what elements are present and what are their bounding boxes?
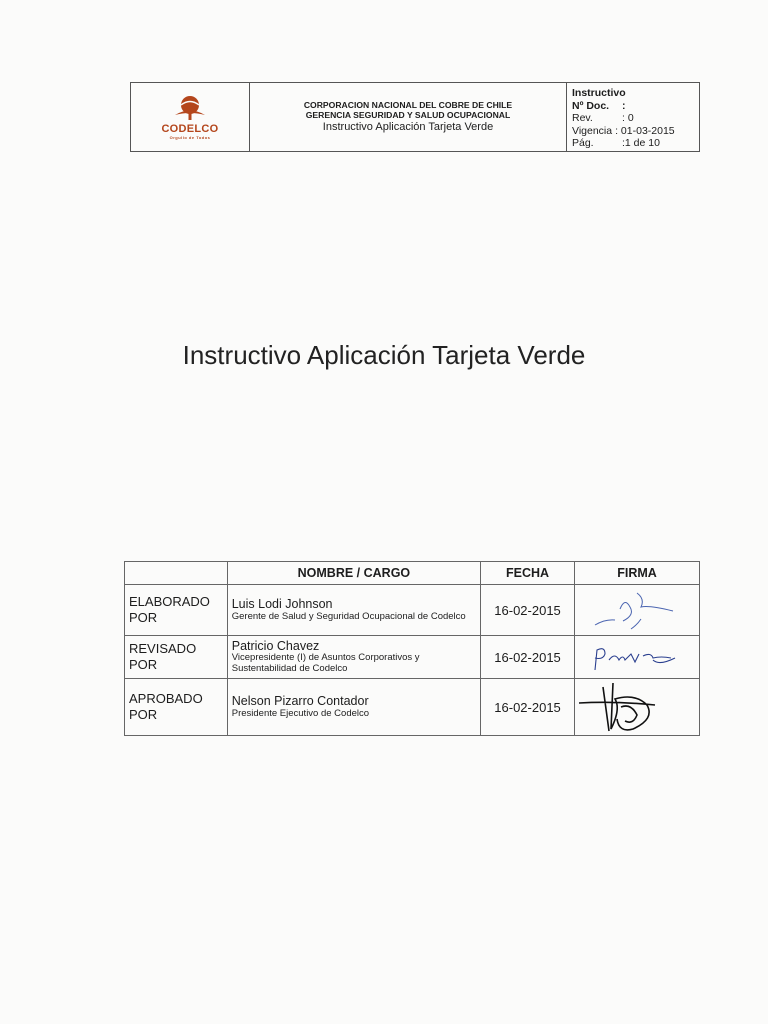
person-name: Luis Lodi Johnson: [231, 597, 333, 612]
signature-image: [575, 679, 697, 735]
meta-doc-label: Nº Doc.: [572, 99, 610, 112]
person-cargo: Gerente de Salud y Seguridad Ocupacional de Codelco: [231, 610, 466, 622]
header-line-corporacion: CORPORACION NACIONAL DEL COBRE DE CHILE: [303, 99, 513, 110]
person-name: Nelson Pizarro Contador: [231, 694, 369, 709]
signature-image: [575, 636, 697, 678]
name-cargo-cell: [227, 636, 480, 679]
codelco-logo-icon: [173, 94, 207, 122]
meta-doc: [572, 100, 695, 113]
meta-vigencia-label: Vigencia: [572, 124, 613, 137]
signature-cell: [575, 636, 700, 679]
col-header-firma: FIRMA: [575, 562, 700, 585]
meta-type: Instructivo: [572, 87, 626, 99]
signature-cell: [575, 585, 700, 636]
col-header-nombre-cargo: NOMBRE / CARGO: [227, 562, 480, 585]
role-cell: APROBADO POR: [125, 679, 228, 736]
person-cargo: Presidente Ejecutivo de Codelco: [231, 707, 370, 719]
person-name: Patricio Chavez: [231, 638, 320, 653]
codelco-logo: [131, 83, 250, 151]
meta-rev-label: Rev.: [572, 112, 593, 125]
document-header: [130, 82, 700, 152]
logo-tagline: Orgullo de Todos: [169, 135, 211, 140]
name-cargo-cell: [227, 679, 480, 736]
date-cell: 16-02-2015: [481, 636, 575, 679]
approval-header-row: [125, 562, 700, 585]
table-row: [125, 636, 700, 679]
person-cargo: Vicepresidente (I) de Asuntos Corporativos y Sustentabilidad de Codelco: [231, 652, 420, 675]
role-cell: REVISADO POR: [125, 636, 228, 679]
meta-pag-label: Pág.: [572, 137, 594, 150]
meta-vigencia-value: : 01-03-2015: [615, 124, 675, 137]
signature-image: [575, 585, 697, 635]
meta-pag: [572, 137, 695, 150]
role-cell: ELABORADO POR: [125, 585, 228, 636]
meta-rev: [572, 112, 695, 125]
table-row: [125, 585, 700, 636]
header-title-block: [250, 83, 567, 151]
date-cell: 16-02-2015: [481, 585, 575, 636]
document-title: Instructivo Aplicación Tarjeta Verde: [182, 340, 586, 370]
meta-doc-value: :: [622, 99, 626, 112]
header-line-gerencia: GERENCIA SEGURIDAD Y SALUD OCUPACIONAL: [305, 109, 511, 120]
header-line-instructivo: Instructivo Aplicación Tarjeta Verde: [322, 121, 494, 134]
date-cell: 16-02-2015: [481, 679, 575, 736]
meta-rev-value: : 0: [622, 112, 634, 125]
table-row: [125, 679, 700, 736]
meta-pag-value: :1 de 10: [622, 137, 660, 150]
name-cargo-cell: [227, 585, 480, 636]
signature-cell: [575, 679, 700, 736]
col-header-role: [125, 562, 228, 585]
col-header-fecha: FECHA: [481, 562, 575, 585]
approval-table: [124, 561, 700, 736]
header-meta-block: [567, 83, 699, 151]
logo-name: CODELCO: [161, 123, 219, 135]
meta-vigencia: [572, 125, 695, 138]
